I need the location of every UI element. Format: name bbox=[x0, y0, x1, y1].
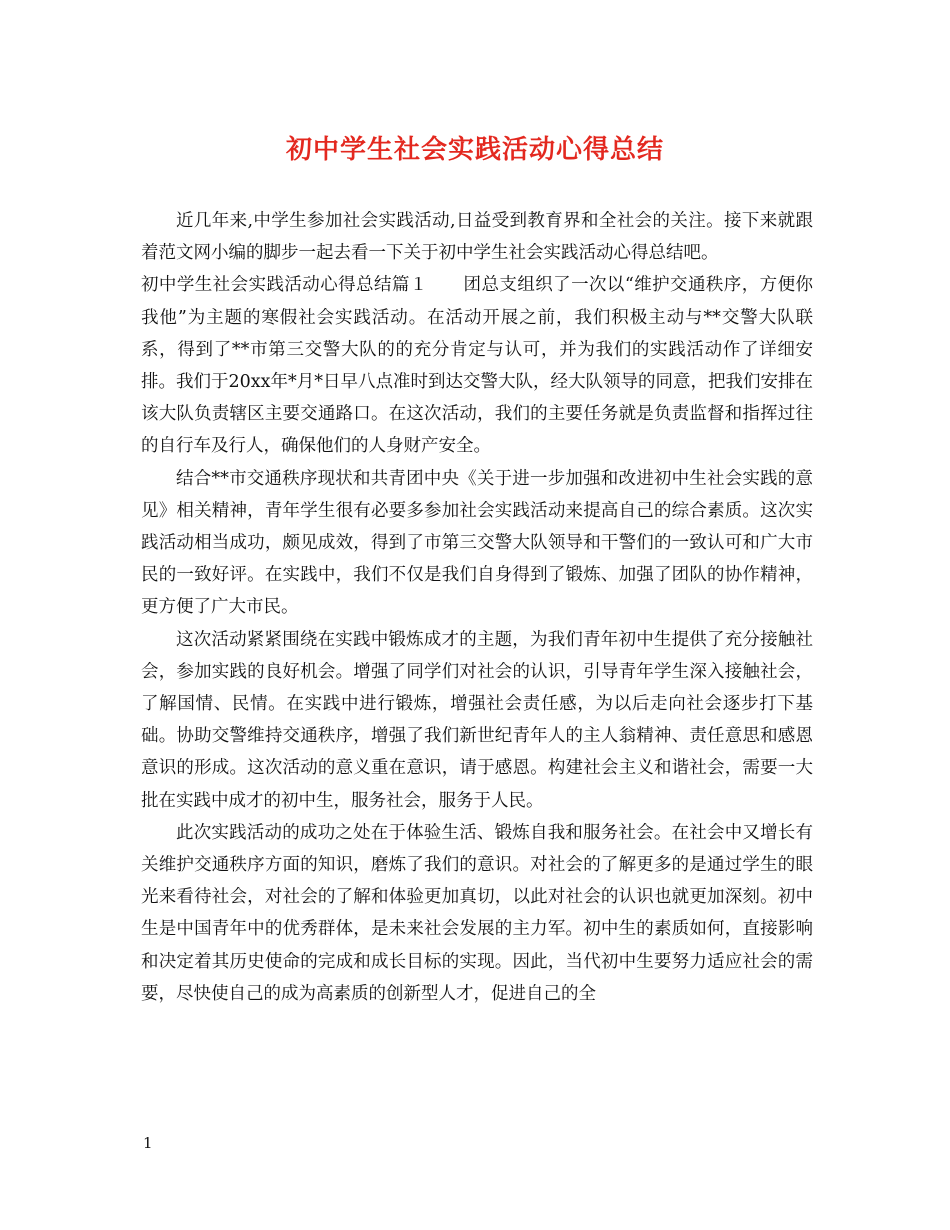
paragraph-activity-theme: 这次活动紧紧围绕在实践中锻炼成才的主题，为我们青年初中生提供了充分接触社会，参加实践的良好机会。增强了同学们对社会的认识，引导青年学生深入接触社会，了解国情、民情。在实践中进行锻炼，增强社会责任感，为以后走向社会逐步打下基础。协助交警维持交通秩序，增强了我们新世纪青年人的主人翁精神、责任意思和感恩意识的形成。这次活动的意义重在意识，请于感恩。构建社会主义和谐社会，需要一大批在实践中成才的初中生，服务社会，服务于人民。 bbox=[141, 629, 813, 811]
paragraph-combination: 结合**市交通秩序现状和共青团中央《关于进一步加强和改进初中生社会实践的意见》相关精神，青年学生很有必要多参加社会实践活动来提高自己的综合素质。这次实践活动相当成功，颇见成效，得到了市第三交警大队领导和干警们的一致认可和广大市民的一致好评。在实践中，我们不仅是我们自身得到了锻炼、加强了团队的协作精神，更方便了广大市民。 bbox=[141, 468, 813, 618]
page-number: 1 bbox=[143, 1134, 153, 1152]
paragraph-success: 此次实践活动的成功之处在于体验生活、锻炼自我和服务社会。在社会中又增长有关维护交通秩序方面的知识，磨炼了我们的意识。对社会的了解更多的是通过学生的眼光来看待社会，对社会的了解和体验更加真切，以此对社会的认识也就更加深刻。初中生是中国青年中的优秀群体，是未来社会发展的主力军。初中生的素质如何，直接影响和决定着其历史使命的完成和成长目标的实现。因此，当代初中生要努力适应社会的需要，尽快使自己的成为高素质的创新型人才，促进自己的全 bbox=[141, 822, 813, 1004]
paragraph-section-1: 初中学生社会实践活动心得总结篇１ 团总支组织了一次以“维护交通秩序，方便你我他”为主题的寒假社会实践活动。在活动开展之前，我们积极主动与**交警大队联系，得到了**市第三交警大队的的充分肯定与认可，并为我们的实践活动作了详细安排。我们于20xx年*月*日早八点准时到达交警大队，经大队领导的同意，把我们安排在该大队负责辖区主要交通路口。在这次活动，我们的主要任务就是负责监督和指挥过往的自行车及行人，确保他们的人身财产安全。 bbox=[141, 275, 814, 457]
document-body bbox=[141, 205, 813, 1010]
document-title: 初中学生社会实践活动心得总结 bbox=[285, 135, 664, 165]
paragraph-intro: 近几年来,中学生参加社会实践活动,日益受到教育界和全社会的关注。接下来就跟着范文网小编的脚步一起去看一下关于初中学生社会实践活动心得总结吧。 bbox=[141, 211, 813, 264]
